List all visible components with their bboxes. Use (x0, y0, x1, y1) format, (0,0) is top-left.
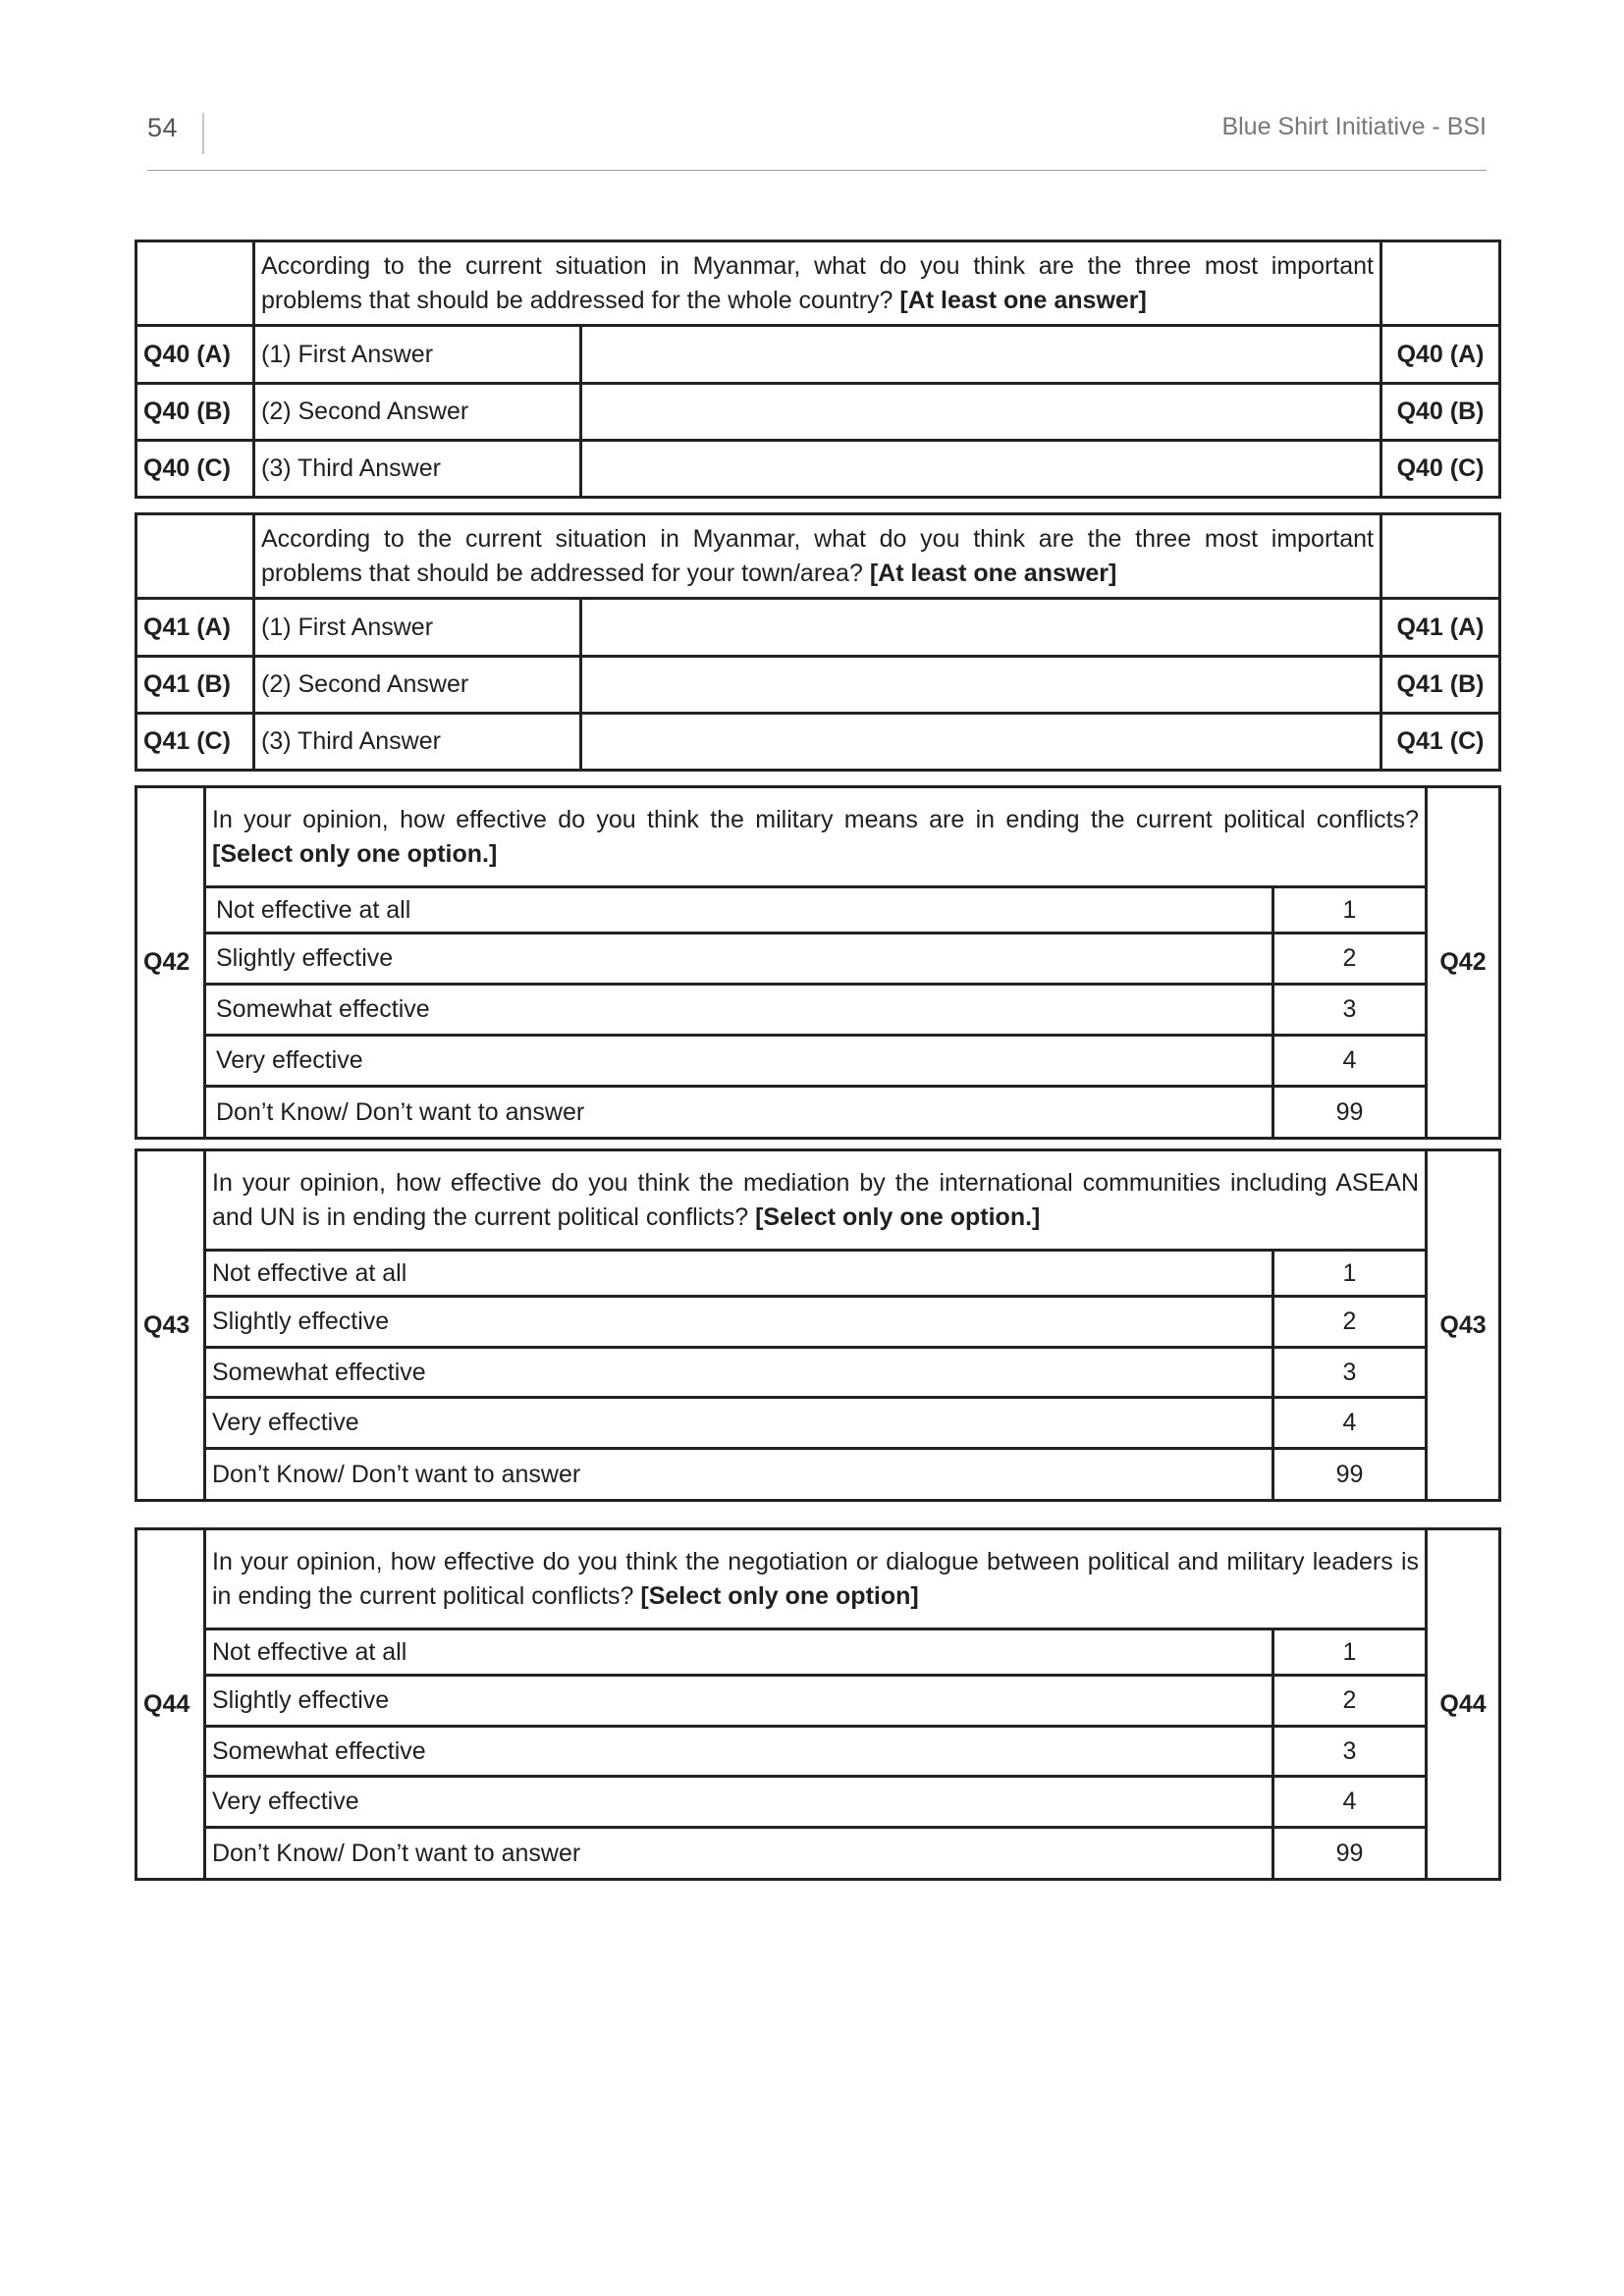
page-header (147, 103, 1487, 171)
q43-option-code[interactable]: 3 (1273, 1348, 1427, 1398)
q43-instruction: [Select only one option.] (755, 1202, 1041, 1231)
q41-table (135, 512, 1501, 772)
q41-code: Q41 (B) (136, 657, 254, 714)
q40-table (135, 240, 1501, 499)
q41-instruction: [At least one answer] (869, 559, 1117, 587)
q41-answer-field[interactable] (581, 599, 1381, 657)
q42-option-label: Not effective at all (205, 887, 1273, 934)
q44-option-code[interactable]: 99 (1273, 1828, 1427, 1880)
q40-code-right: Q40 (C) (1381, 441, 1500, 498)
q41-code: Q41 (A) (136, 599, 254, 657)
q42-option-row (136, 1087, 1500, 1139)
q44-option-row (136, 1629, 1500, 1676)
q42-option-code[interactable]: 1 (1273, 887, 1427, 934)
q44-code-right: Q44 (1427, 1529, 1500, 1880)
q43-question-text: In your opinion, how effective do you think the mediation by the international communities including ASEAN and UN is in ending the current political conflicts? (212, 1168, 1420, 1231)
page-number: 54 (147, 113, 179, 142)
q41-header-spacer (136, 514, 254, 599)
q44-code: Q44 (136, 1529, 205, 1880)
q43-code: Q43 (136, 1150, 205, 1501)
q40-row-b (136, 384, 1500, 441)
q44-option-row (136, 1777, 1500, 1828)
q44-option-label: Somewhat effective (205, 1727, 1273, 1777)
q40-answer-field[interactable] (581, 441, 1381, 498)
q40-answer-label: (2) Second Answer (254, 384, 581, 441)
q44-option-code[interactable]: 1 (1273, 1629, 1427, 1676)
q41-answer-label: (1) First Answer (254, 599, 581, 657)
q41-answer-field[interactable] (581, 657, 1381, 714)
q44-option-label: Very effective (205, 1777, 1273, 1828)
q40-instruction: [At least one answer] (899, 286, 1147, 314)
q44-option-label: Slightly effective (205, 1676, 1273, 1727)
q43-option-label: Slightly effective (205, 1297, 1273, 1348)
q41-header-spacer-right (1381, 514, 1500, 599)
q41-answer-field[interactable] (581, 714, 1381, 771)
q42-option-label: Slightly effective (205, 934, 1273, 985)
q43-code-right: Q43 (1427, 1150, 1500, 1501)
q42-option-code[interactable]: 3 (1273, 985, 1427, 1036)
q42-option-code[interactable]: 4 (1273, 1036, 1427, 1087)
q44-question (205, 1529, 1427, 1629)
q41-code: Q41 (C) (136, 714, 254, 771)
q42-code-right: Q42 (1427, 787, 1500, 1139)
q41-code-right: Q41 (A) (1381, 599, 1500, 657)
q40-code-right: Q40 (B) (1381, 384, 1500, 441)
q43-option-code[interactable]: 2 (1273, 1297, 1427, 1348)
page-number-divider (202, 113, 204, 154)
q41-answer-label: (2) Second Answer (254, 657, 581, 714)
q41-row-b (136, 657, 1500, 714)
q43-option-label: Very effective (205, 1398, 1273, 1449)
q44-option-row (136, 1727, 1500, 1777)
q44-option-label: Not effective at all (205, 1629, 1273, 1676)
q40-row-a (136, 326, 1500, 384)
q43-option-code[interactable]: 4 (1273, 1398, 1427, 1449)
q44-option-row (136, 1828, 1500, 1880)
q40-code-right: Q40 (A) (1381, 326, 1500, 384)
q43-option-label: Don’t Know/ Don’t want to answer (205, 1449, 1273, 1501)
q42-option-label: Don’t Know/ Don’t want to answer (205, 1087, 1273, 1139)
q42-option-row (136, 887, 1500, 934)
q42-option-row (136, 934, 1500, 985)
q41-question-text: According to the current situation in Myanmar, what do you think are the three most important problems that should be addressed for your town/area? (261, 524, 1374, 587)
q42-option-code[interactable]: 99 (1273, 1087, 1427, 1139)
q43-option-code[interactable]: 99 (1273, 1449, 1427, 1501)
q40-row-c (136, 441, 1500, 498)
q40-code: Q40 (A) (136, 326, 254, 384)
q40-question-text: According to the current situation in Myanmar, what do you think are the three most important problems that should be addressed for the whole country? (261, 251, 1375, 314)
q43-option-code[interactable]: 1 (1273, 1251, 1427, 1297)
q41-row-a (136, 599, 1500, 657)
q43-option-label: Somewhat effective (205, 1348, 1273, 1398)
q40-answer-label: (3) Third Answer (254, 441, 581, 498)
q44-instruction: [Select only one option] (640, 1581, 919, 1610)
q43-option-row (136, 1251, 1500, 1297)
q41-question (254, 514, 1381, 599)
q40-header-spacer (136, 241, 254, 326)
q42-option-code[interactable]: 2 (1273, 934, 1427, 985)
q43-table (135, 1148, 1501, 1502)
q42-option-row (136, 1036, 1500, 1087)
q41-code-right: Q41 (B) (1381, 657, 1500, 714)
q42-question-text: In your opinion, how effective do you think the military means are in ending the current political conflicts? (212, 805, 1419, 833)
q44-option-code[interactable]: 4 (1273, 1777, 1427, 1828)
q43-option-row (136, 1348, 1500, 1398)
q40-answer-field[interactable] (581, 384, 1381, 441)
q40-code: Q40 (C) (136, 441, 254, 498)
q42-table (135, 785, 1501, 1140)
q40-answer-field[interactable] (581, 326, 1381, 384)
q41-code-right: Q41 (C) (1381, 714, 1500, 771)
q43-option-row (136, 1398, 1500, 1449)
q43-option-label: Not effective at all (205, 1251, 1273, 1297)
q44-question-text: In your opinion, how effective do you think the negotiation or dialogue between political and military leaders is in ending the current political conflicts? (212, 1547, 1420, 1610)
publisher-name: Blue Shirt Initiative - BSI (1221, 113, 1487, 140)
q41-answer-label: (3) Third Answer (254, 714, 581, 771)
q43-option-row (136, 1449, 1500, 1501)
q44-option-row (136, 1676, 1500, 1727)
q44-table (135, 1527, 1501, 1881)
q40-answer-label: (1) First Answer (254, 326, 581, 384)
q41-row-c (136, 714, 1500, 771)
q42-code: Q42 (136, 787, 205, 1139)
q42-question (205, 787, 1427, 887)
q40-question (254, 241, 1381, 326)
q42-instruction: [Select only one option.] (212, 839, 498, 868)
q43-question (205, 1150, 1427, 1251)
q44-option-label: Don’t Know/ Don’t want to answer (205, 1828, 1273, 1880)
q42-option-label: Very effective (205, 1036, 1273, 1087)
q42-option-row (136, 985, 1500, 1036)
q43-option-row (136, 1297, 1500, 1348)
q44-option-code[interactable]: 3 (1273, 1727, 1427, 1777)
q44-option-code[interactable]: 2 (1273, 1676, 1427, 1727)
q42-option-label: Somewhat effective (205, 985, 1273, 1036)
q40-code: Q40 (B) (136, 384, 254, 441)
q40-header-spacer-right (1381, 241, 1500, 326)
